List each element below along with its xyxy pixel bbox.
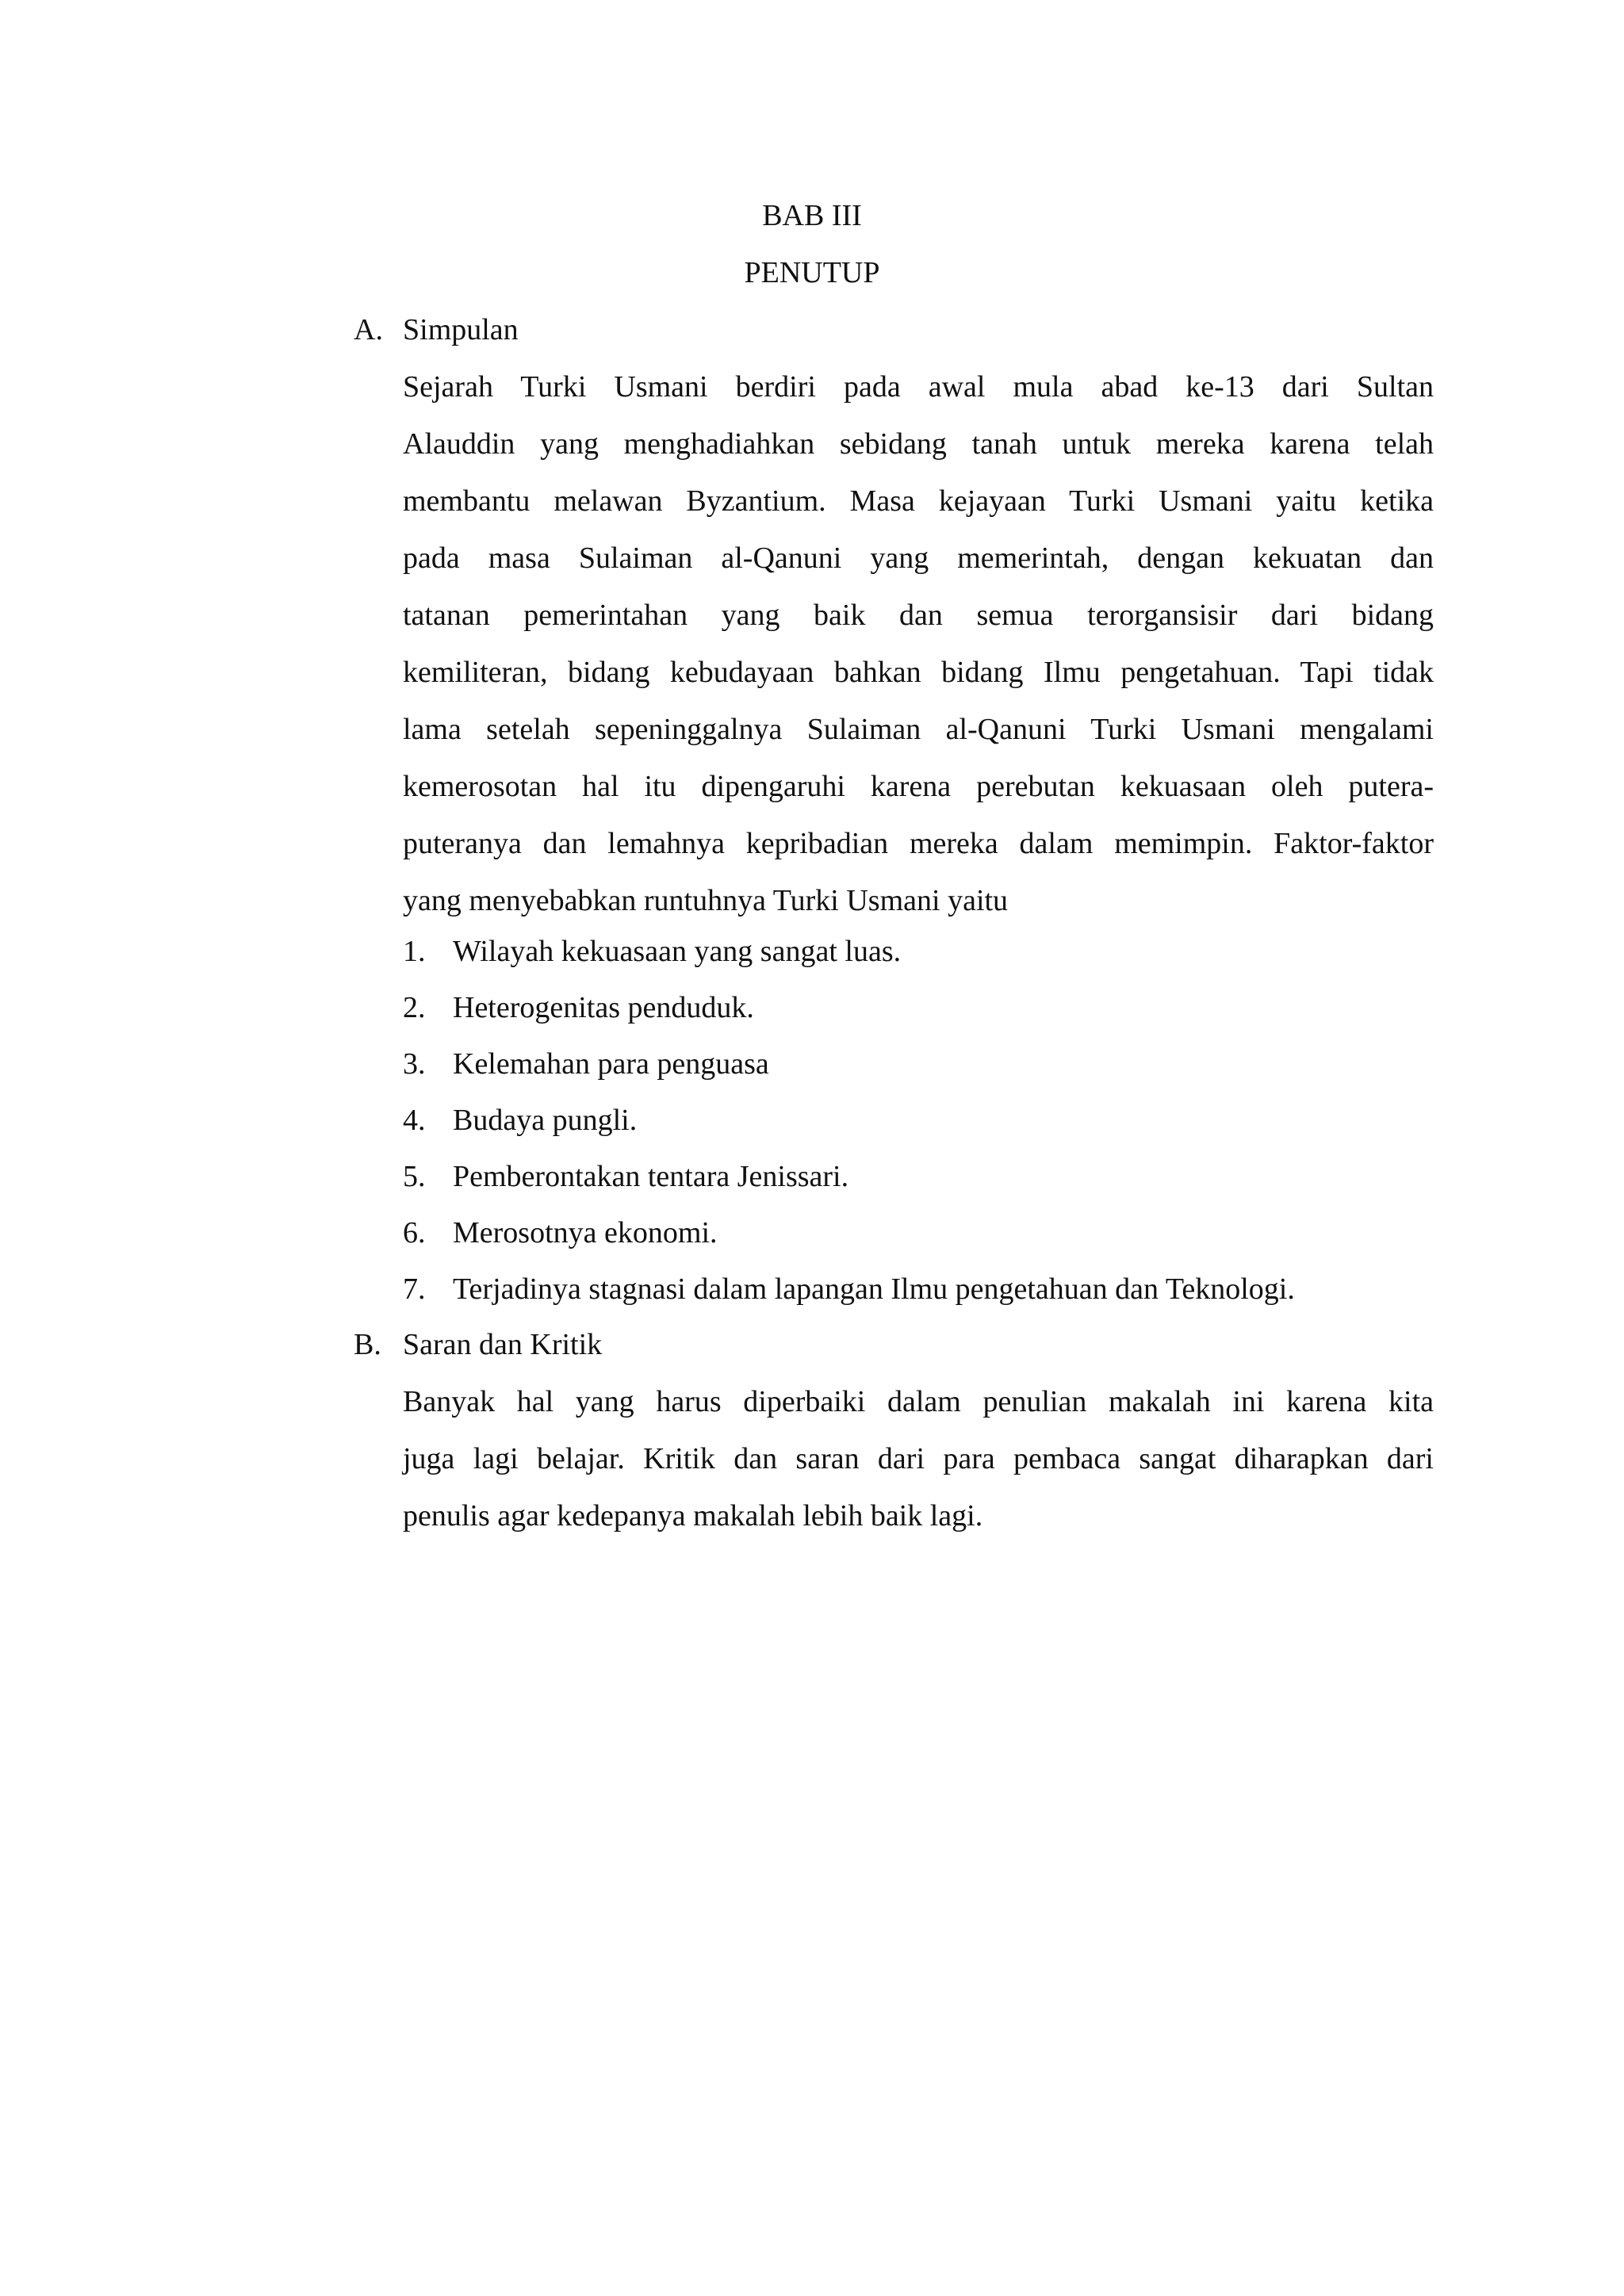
paragraph-line: penulis agar kedepanya makalah lebih baik lagi. — [403, 1499, 983, 1533]
list-item-text: Merosotnya ekonomi. — [453, 1216, 718, 1249]
list-item-text: Pemberontakan tentara Jenissari. — [453, 1160, 849, 1193]
list-item — [403, 1045, 1434, 1101]
list-item-text: Terjadinya stagnasi dalam lapangan Ilmu pengetahuan dan Teknologi. — [453, 1272, 1295, 1306]
chapter-title: PENUTUP — [744, 256, 880, 289]
paragraph-line: kemerosotan hal itu dipengaruhi karena perebutan kekuasaan oleh putera- — [403, 770, 1434, 803]
list-item-text: Kelemahan para penguasa — [453, 1047, 769, 1081]
paragraph-line: kemiliteran, bidang kebudayaan bahkan bidang Ilmu pengetahuan. Tapi tidak — [403, 656, 1434, 689]
paragraph-line: Banyak hal yang harus diperbaiki dalam penulian makalah ini karena kita — [403, 1385, 1434, 1418]
list-item-number: 5. — [403, 1160, 426, 1193]
list-item-number: 6. — [403, 1216, 426, 1249]
list-item — [403, 1214, 1434, 1270]
list-item — [403, 1270, 1434, 1326]
paragraph-line: puteranya dan lemahnya kepribadian mereka dalam memimpin. Faktor-faktor — [403, 827, 1434, 860]
list-item-text: Budaya pungli. — [453, 1104, 638, 1137]
list-item-text: Wilayah kekuasaan yang sangat luas. — [453, 935, 902, 968]
list-item-number: 3. — [403, 1047, 426, 1081]
decline-factors-list — [403, 932, 1434, 1326]
list-item — [403, 1158, 1434, 1214]
section-a-title: Simpulan — [403, 313, 519, 346]
section-b-heading — [354, 1326, 602, 1364]
paragraph-line: juga lagi belajar. Kritik dan saran dari para pembaca sangat diharapkan dari — [403, 1442, 1434, 1475]
list-item — [403, 989, 1434, 1045]
section-b-title: Saran dan Kritik — [403, 1328, 603, 1361]
section-a-heading — [354, 311, 519, 349]
paragraph-line: Sejarah Turki Usmani berdiri pada awal mula abad ke-13 dari Sultan — [403, 370, 1434, 404]
paragraph-line: tatanan pemerintahan yang baik dan semua terorgansisir dari bidang — [403, 599, 1434, 632]
paragraph-line: lama setelah sepeninggalnya Sulaiman al-Qanuni Turki Usmani mengalami — [403, 713, 1434, 746]
section-b-letter: B. — [354, 1328, 381, 1361]
section-b-paragraph — [403, 1383, 1434, 1554]
list-item-number: 7. — [403, 1272, 426, 1306]
list-item-number: 1. — [403, 935, 426, 968]
section-a-paragraph — [403, 368, 1434, 939]
section-a-letter: A. — [354, 313, 383, 346]
paragraph-line: membantu melawan Byzantium. Masa kejayaan Turki Usmani yaitu ketika — [403, 484, 1434, 518]
paragraph-line: pada masa Sulaiman al-Qanuni yang memerintah, dengan kekuatan dan — [403, 541, 1434, 575]
paragraph-line: Alauddin yang menghadiahkan sebidang tanah untuk mereka karena telah — [403, 427, 1434, 461]
list-item — [403, 1101, 1434, 1158]
list-item — [403, 932, 1434, 989]
list-item-text: Heterogenitas penduduk. — [453, 991, 754, 1024]
chapter-number: BAB III — [762, 199, 862, 232]
list-item-number: 2. — [403, 991, 426, 1024]
paragraph-line: yang menyebabkan runtuhnya Turki Usmani yaitu — [403, 884, 1009, 917]
list-item-number: 4. — [403, 1104, 426, 1137]
